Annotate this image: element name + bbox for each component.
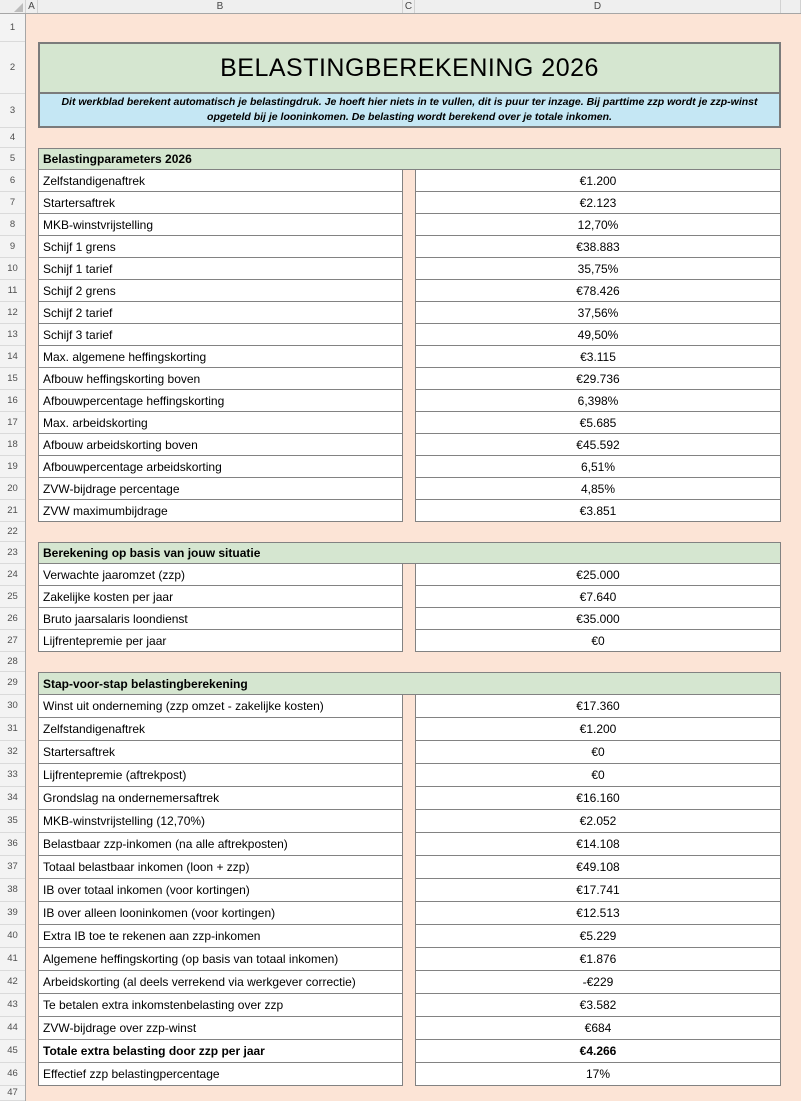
column-c-gap[interactable] [403, 346, 415, 368]
row-label-cell[interactable]: IB over totaal inkomen (voor kortingen) [38, 879, 403, 902]
row-value-cell[interactable]: 37,56% [415, 302, 781, 324]
row-value-cell[interactable]: €2.052 [415, 810, 781, 833]
row-value-cell[interactable]: €45.592 [415, 434, 781, 456]
column-c-gap[interactable] [403, 971, 415, 994]
row-header-38[interactable]: 38 [0, 879, 25, 902]
table-row [38, 214, 781, 236]
column-header-partial[interactable] [781, 0, 801, 13]
column-c-gap[interactable] [403, 302, 415, 324]
table-row [38, 1040, 781, 1063]
column-c-gap[interactable] [403, 258, 415, 280]
row-header-39[interactable]: 39 [0, 902, 25, 925]
row-label-cell[interactable]: Lijfrentepremie per jaar [38, 630, 403, 652]
row-label-cell[interactable]: Zelfstandigenaftrek [38, 718, 403, 741]
row-header-36[interactable]: 36 [0, 833, 25, 856]
row-header-15[interactable]: 15 [0, 368, 25, 390]
select-all-corner[interactable] [0, 0, 26, 13]
column-c-gap[interactable] [403, 192, 415, 214]
column-c-gap[interactable] [403, 695, 415, 718]
column-c-gap[interactable] [403, 787, 415, 810]
section-header[interactable]: Belastingparameters 2026 [38, 148, 781, 170]
column-c-gap[interactable] [403, 1017, 415, 1040]
row-header-4[interactable]: 4 [0, 128, 25, 148]
row-header-6[interactable]: 6 [0, 170, 25, 192]
column-c-gap[interactable] [403, 434, 415, 456]
column-c-gap[interactable] [403, 170, 415, 192]
row-value-cell[interactable]: €49.108 [415, 856, 781, 879]
row-header-41[interactable]: 41 [0, 948, 25, 971]
table-row [38, 879, 781, 902]
row-label-cell[interactable]: Zakelijke kosten per jaar [38, 586, 403, 608]
row-header-1[interactable]: 1 [0, 14, 25, 42]
column-c-gap[interactable] [403, 902, 415, 925]
row-header-10[interactable]: 10 [0, 258, 25, 280]
column-c-gap[interactable] [403, 478, 415, 500]
column-header-b[interactable]: B [38, 0, 403, 13]
row-value-cell[interactable]: €78.426 [415, 280, 781, 302]
row-label-cell[interactable]: Arbeidskorting (al deels verrekend via werkgever correctie) [38, 971, 403, 994]
row-value-cell[interactable]: -€229 [415, 971, 781, 994]
table-row [38, 1017, 781, 1040]
column-c-gap[interactable] [403, 1040, 415, 1063]
row-header-17[interactable]: 17 [0, 412, 25, 434]
row-label-cell[interactable]: Winst uit onderneming (zzp omzet - zakelijke kosten) [38, 695, 403, 718]
row-label-cell[interactable]: Totaal belastbaar inkomen (loon + zzp) [38, 856, 403, 879]
column-c-gap[interactable] [403, 214, 415, 236]
column-c-gap[interactable] [403, 925, 415, 948]
table-row [38, 810, 781, 833]
row-label-cell[interactable]: Startersaftrek [38, 192, 403, 214]
row-header-21[interactable]: 21 [0, 500, 25, 522]
row-value-cell[interactable]: 49,50% [415, 324, 781, 346]
row-value-cell[interactable]: €5.685 [415, 412, 781, 434]
table-row [38, 170, 781, 192]
row-label-cell[interactable]: Max. arbeidskorting [38, 412, 403, 434]
row-header-35[interactable]: 35 [0, 810, 25, 833]
row-value-cell[interactable]: €3.851 [415, 500, 781, 522]
table-row [38, 236, 781, 258]
column-c-gap[interactable] [403, 586, 415, 608]
column-c-gap[interactable] [403, 608, 415, 630]
row-value-cell[interactable]: €7.640 [415, 586, 781, 608]
row-header-28[interactable]: 28 [0, 652, 25, 672]
row-header-40[interactable]: 40 [0, 925, 25, 948]
row-value-cell[interactable]: €35.000 [415, 608, 781, 630]
row-value-cell[interactable]: €14.108 [415, 833, 781, 856]
row-value-cell[interactable]: €17.741 [415, 879, 781, 902]
table-row [38, 856, 781, 879]
row-header-26[interactable]: 26 [0, 608, 25, 630]
row-value-cell[interactable]: 6,398% [415, 390, 781, 412]
row-label-cell[interactable]: Grondslag na ondernemersaftrek [38, 787, 403, 810]
row-value-cell[interactable]: €38.883 [415, 236, 781, 258]
info-note-cell[interactable]: Dit werkblad berekent automatisch je belastingdruk. Je hoeft hier niets in te vullen, dit is puur ter inzage. Bij parttime zzp wordt je zzp-winst opgeteld bij je looninkomen. De belasting wordt berekend over je totale inkomen. [38, 94, 781, 128]
column-c-gap[interactable] [403, 741, 415, 764]
row-label-cell[interactable]: Schijf 2 grens [38, 280, 403, 302]
row-value-cell[interactable]: €29.736 [415, 368, 781, 390]
row-label-cell[interactable]: Extra IB toe te rekenen aan zzp-inkomen [38, 925, 403, 948]
table-row [38, 500, 781, 522]
column-c-gap[interactable] [403, 456, 415, 478]
row-header-44[interactable]: 44 [0, 1017, 25, 1040]
section-header[interactable]: Berekening op basis van jouw situatie [38, 542, 781, 564]
row-label-cell[interactable]: Afbouw arbeidskorting boven [38, 434, 403, 456]
row-header-3[interactable]: 3 [0, 94, 25, 128]
row-header-20[interactable]: 20 [0, 478, 25, 500]
table-row [38, 456, 781, 478]
row-label-cell[interactable]: Afbouwpercentage arbeidskorting [38, 456, 403, 478]
row-label-cell[interactable]: ZVW-bijdrage percentage [38, 478, 403, 500]
row-value-cell[interactable]: €0 [415, 630, 781, 652]
column-c-gap[interactable] [403, 324, 415, 346]
row-header-34[interactable]: 34 [0, 787, 25, 810]
row-label-cell[interactable]: Bruto jaarsalaris loondienst [38, 608, 403, 630]
table-row [38, 787, 781, 810]
table-row [38, 324, 781, 346]
table-row [38, 258, 781, 280]
table-row [38, 902, 781, 925]
row-header-16[interactable]: 16 [0, 390, 25, 412]
column-c-gap[interactable] [403, 390, 415, 412]
row-label-cell[interactable]: Totale extra belasting door zzp per jaar [38, 1040, 403, 1063]
row-value-cell[interactable]: €684 [415, 1017, 781, 1040]
worksheet-title-cell[interactable]: BELASTINGBEREKENING 2026 [38, 42, 781, 94]
column-c-gap[interactable] [403, 879, 415, 902]
row-label-cell[interactable]: Zelfstandigenaftrek [38, 170, 403, 192]
row-value-cell[interactable]: 4,85% [415, 478, 781, 500]
column-c-gap[interactable] [403, 564, 415, 586]
table-row [38, 948, 781, 971]
row-header-24[interactable]: 24 [0, 564, 25, 586]
row-value-cell[interactable]: €0 [415, 741, 781, 764]
row-value-cell[interactable]: €25.000 [415, 564, 781, 586]
row-header-45[interactable]: 45 [0, 1040, 25, 1063]
row-header-5[interactable]: 5 [0, 148, 25, 170]
row-label-cell[interactable]: ZVW-bijdrage over zzp-winst [38, 1017, 403, 1040]
row-label-cell[interactable]: Verwachte jaaromzet (zzp) [38, 564, 403, 586]
row-label-cell[interactable]: Lijfrentepremie (aftrekpost) [38, 764, 403, 787]
row-label-cell[interactable]: Schijf 1 grens [38, 236, 403, 258]
row-label-cell[interactable]: Belastbaar zzp-inkomen (na alle aftrekposten) [38, 833, 403, 856]
row-header-43[interactable]: 43 [0, 994, 25, 1017]
row-header-2[interactable]: 2 [0, 42, 25, 94]
row-header-30[interactable]: 30 [0, 695, 25, 718]
row-header-12[interactable]: 12 [0, 302, 25, 324]
row-value-cell[interactable]: 12,70% [415, 214, 781, 236]
row-header-14[interactable]: 14 [0, 346, 25, 368]
table-row [38, 741, 781, 764]
column-c-gap[interactable] [403, 718, 415, 741]
row-header-23[interactable]: 23 [0, 542, 25, 564]
table-row [38, 994, 781, 1017]
column-header-d[interactable]: D [415, 0, 781, 13]
section-2 [38, 542, 781, 652]
row-value-cell[interactable]: €1.876 [415, 948, 781, 971]
row-value-cell[interactable]: €0 [415, 764, 781, 787]
row-header-8[interactable]: 8 [0, 214, 25, 236]
row-label-cell[interactable]: MKB-winstvrijstelling (12,70%) [38, 810, 403, 833]
column-c-gap[interactable] [403, 948, 415, 971]
row-label-cell[interactable]: Schijf 3 tarief [38, 324, 403, 346]
row-header-column [0, 14, 26, 1101]
section-header[interactable]: Stap-voor-stap belastingberekening [38, 672, 781, 695]
column-c-gap[interactable] [403, 764, 415, 787]
row-label-cell[interactable]: Startersaftrek [38, 741, 403, 764]
table-row [38, 764, 781, 787]
row-value-cell[interactable]: €12.513 [415, 902, 781, 925]
table-row [38, 695, 781, 718]
column-c-gap[interactable] [403, 833, 415, 856]
table-row [38, 718, 781, 741]
table-row [38, 971, 781, 994]
table-row [38, 564, 781, 586]
table-row [38, 630, 781, 652]
table-row [38, 434, 781, 456]
row-label-cell[interactable]: Schijf 2 tarief [38, 302, 403, 324]
section-3 [38, 672, 781, 1086]
column-c-gap[interactable] [403, 280, 415, 302]
row-header-7[interactable]: 7 [0, 192, 25, 214]
table-row [38, 478, 781, 500]
row-header-47[interactable]: 47 [0, 1086, 25, 1101]
table-row [38, 586, 781, 608]
column-c-gap[interactable] [403, 412, 415, 434]
column-c-gap[interactable] [403, 810, 415, 833]
row-header-27[interactable]: 27 [0, 630, 25, 652]
row-value-cell[interactable]: €17.360 [415, 695, 781, 718]
table-row [38, 1063, 781, 1086]
row-header-13[interactable]: 13 [0, 324, 25, 346]
row-value-cell[interactable]: €16.160 [415, 787, 781, 810]
row-label-cell[interactable]: Afbouwpercentage heffingskorting [38, 390, 403, 412]
table-row [38, 192, 781, 214]
table-row [38, 346, 781, 368]
row-value-cell[interactable]: €3.115 [415, 346, 781, 368]
table-row [38, 302, 781, 324]
row-header-29[interactable]: 29 [0, 672, 25, 695]
column-c-gap[interactable] [403, 630, 415, 652]
row-value-cell[interactable]: €3.582 [415, 994, 781, 1017]
row-label-cell[interactable]: MKB-winstvrijstelling [38, 214, 403, 236]
table-row [38, 390, 781, 412]
column-header-row [0, 0, 801, 14]
column-c-gap[interactable] [403, 236, 415, 258]
table-row [38, 280, 781, 302]
row-label-cell[interactable]: Afbouw heffingskorting boven [38, 368, 403, 390]
column-c-gap[interactable] [403, 500, 415, 522]
row-label-cell[interactable]: IB over alleen looninkomen (voor kortingen) [38, 902, 403, 925]
section-1 [38, 148, 781, 522]
table-row [38, 608, 781, 630]
row-header-37[interactable]: 37 [0, 856, 25, 879]
row-header-31[interactable]: 31 [0, 718, 25, 741]
row-header-22[interactable]: 22 [0, 522, 25, 542]
row-header-18[interactable]: 18 [0, 434, 25, 456]
row-value-cell[interactable]: €4.266 [415, 1040, 781, 1063]
table-row [38, 925, 781, 948]
row-label-cell[interactable]: Effectief zzp belastingpercentage [38, 1063, 403, 1086]
row-label-cell[interactable]: Algemene heffingskorting (op basis van totaal inkomen) [38, 948, 403, 971]
row-header-46[interactable]: 46 [0, 1063, 25, 1086]
row-value-cell[interactable]: €1.200 [415, 718, 781, 741]
table-row [38, 368, 781, 390]
row-label-cell[interactable]: ZVW maximumbijdrage [38, 500, 403, 522]
row-value-cell[interactable]: €2.123 [415, 192, 781, 214]
column-c-gap[interactable] [403, 1063, 415, 1086]
row-label-cell[interactable]: Te betalen extra inkomstenbelasting over zzp [38, 994, 403, 1017]
row-value-cell[interactable]: 6,51% [415, 456, 781, 478]
row-header-32[interactable]: 32 [0, 741, 25, 764]
table-row [38, 412, 781, 434]
row-header-25[interactable]: 25 [0, 586, 25, 608]
select-all-triangle-icon [14, 3, 23, 12]
row-value-cell[interactable]: 17% [415, 1063, 781, 1086]
row-header-11[interactable]: 11 [0, 280, 25, 302]
row-header-19[interactable]: 19 [0, 456, 25, 478]
row-header-42[interactable]: 42 [0, 971, 25, 994]
row-header-33[interactable]: 33 [0, 764, 25, 787]
row-label-cell[interactable]: Schijf 1 tarief [38, 258, 403, 280]
column-header-c[interactable]: C [403, 0, 415, 13]
column-c-gap[interactable] [403, 368, 415, 390]
column-c-gap[interactable] [403, 994, 415, 1017]
table-row [38, 833, 781, 856]
row-label-cell[interactable]: Max. algemene heffingskorting [38, 346, 403, 368]
row-value-cell[interactable]: €1.200 [415, 170, 781, 192]
column-header-a[interactable]: A [26, 0, 38, 13]
row-header-9[interactable]: 9 [0, 236, 25, 258]
row-value-cell[interactable]: €5.229 [415, 925, 781, 948]
column-c-gap[interactable] [403, 856, 415, 879]
row-value-cell[interactable]: 35,75% [415, 258, 781, 280]
